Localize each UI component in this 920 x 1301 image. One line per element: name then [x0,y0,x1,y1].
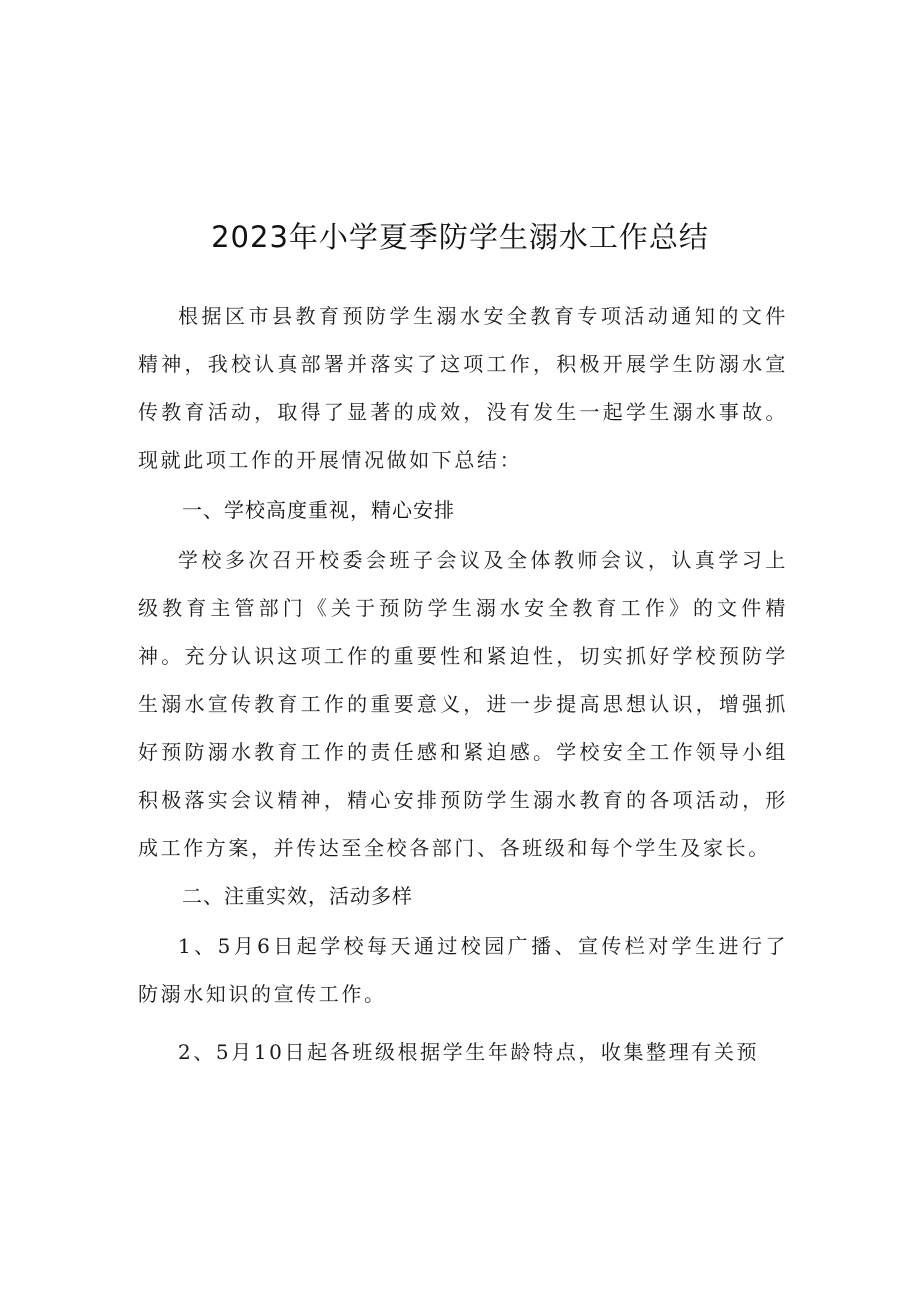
section-heading-1: 一、学校高度重视，精心安排 [182,498,455,522]
section-1-paragraph: 学校多次召开校委会班子会议及全体教师会议，认真学习上级教育主管部门《关于预防学生溺水安全教育工作》的文件精神。充分认识这项工作的重要性和紧迫性，切实抓好学校预防学生溺水宣传教育工作的重要意义，进一步提高思想认识，增强抓好预防溺水教育工作的责任感和紧迫感。学校安全工作领导小组积极落实会议精神，精心安排预防学生溺水教育的各项活动，形成工作方案，并传达至全校各部门、各班级和每个学生及家长。 [138,548,788,860]
intro-paragraph: 根据区市县教育预防学生溺水安全教育专项活动通知的文件精神，我校认真部署并落实了这项工作，积极开展学生防溺水宣传教育活动，取得了显著的成效，没有发生一起学生溺水事故。现就此项工作的开展情况做如下总结： [138,304,788,472]
list-item-1: 1、5月6日起学校每天通过校园广播、宣传栏对学生进行了防溺水知识的宣传工作。 [138,934,788,1006]
document-title: 2023年小学夏季防学生溺水工作总结 [211,220,709,254]
section-heading-2: 二、注重实效，活动多样 [182,884,413,908]
list-item-2: 2、5月10日起各班级根据学生年龄特点，收集整理有关预 [178,1040,760,1064]
